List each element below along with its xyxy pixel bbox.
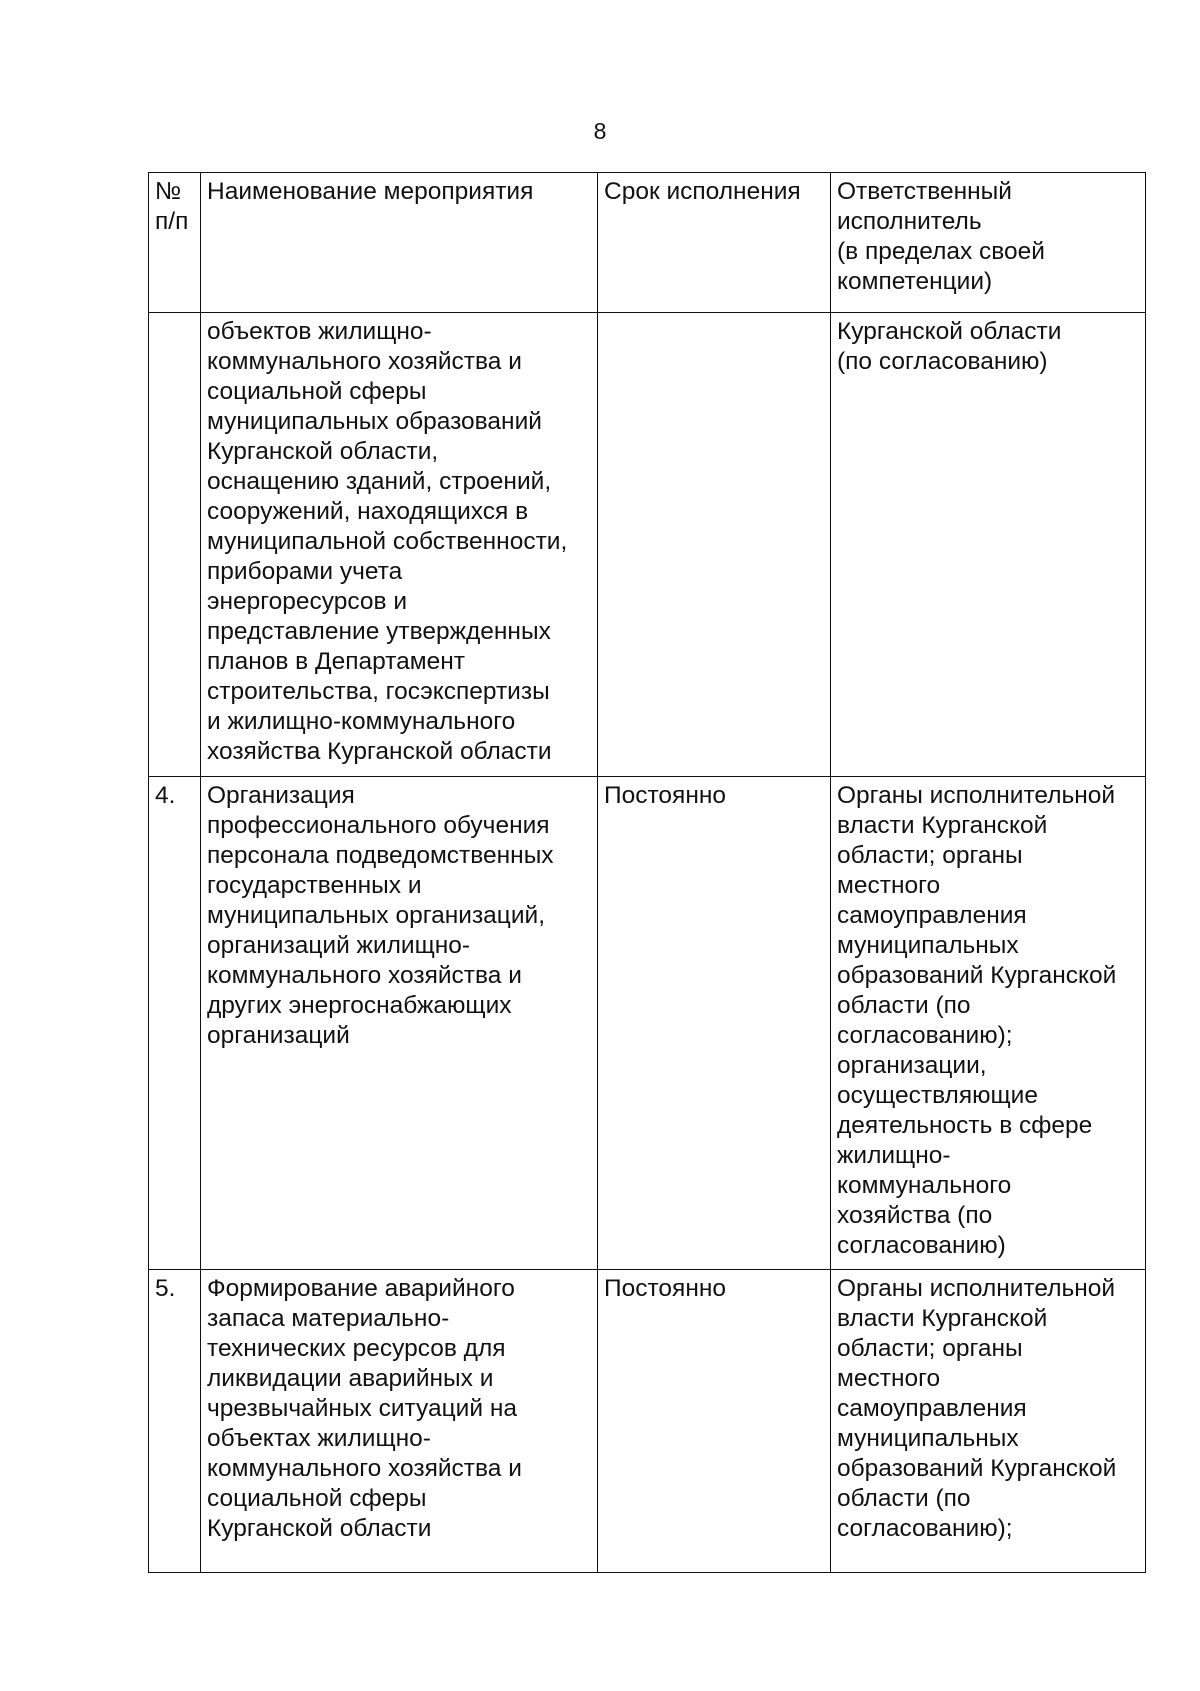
- header-measure-name: Наименование мероприятия: [201, 173, 598, 313]
- cell-responsible: Курганской области (по согласованию): [831, 313, 1146, 777]
- cell-measure-name: Организация профессионального обучения персонала подведомственных государственных и муниципальных организаций, организаций жилищно- коммунального хозяйства и других энергоснабжающих организаций: [201, 777, 598, 1270]
- cell-responsible: Органы исполнительной власти Курганской области; органы местного самоуправления муниципальных образований Курганской области (по согласованию); организации, осуществляющие деятельность в сфере жилищно- коммунального хозяйства (по согласованию): [831, 777, 1146, 1270]
- cell-number: 4.: [149, 777, 201, 1270]
- header-deadline: Срок исполнения: [598, 173, 831, 313]
- cell-measure-name: Формирование аварийного запаса материально- технических ресурсов для ликвидации аварийных и чрезвычайных ситуаций на объектах жилищно- коммунального хозяйства и социальной сферы Курганской области: [201, 1270, 598, 1573]
- measures-table: [148, 172, 1146, 1573]
- cell-deadline: Постоянно: [598, 1270, 831, 1573]
- cell-responsible: Органы исполнительной власти Курганской области; органы местного самоуправления муниципальных образований Курганской области (по согласованию);: [831, 1270, 1146, 1573]
- table-row: [149, 1270, 1146, 1573]
- table-header-row: [149, 173, 1146, 313]
- table-row: [149, 777, 1146, 1270]
- cell-deadline: Постоянно: [598, 777, 831, 1270]
- cell-number: 5.: [149, 1270, 201, 1573]
- header-number: № п/п: [149, 173, 201, 313]
- cell-deadline: [598, 313, 831, 777]
- page-number: 8: [593, 118, 607, 144]
- table-row: [149, 313, 1146, 777]
- cell-measure-name: объектов жилищно- коммунального хозяйства и социальной сферы муниципальных образований Курганской области, оснащению зданий, строений, сооружений, находящихся в муниципальной собственности, приборами учета энергоресурсов и представление утвержденных планов в Департамент строительства, госэкспертизы и жилищно-коммунального хозяйства Курганской области: [201, 313, 598, 777]
- header-responsible: Ответственный исполнитель (в пределах своей компетенции): [831, 173, 1146, 313]
- cell-number: [149, 313, 201, 777]
